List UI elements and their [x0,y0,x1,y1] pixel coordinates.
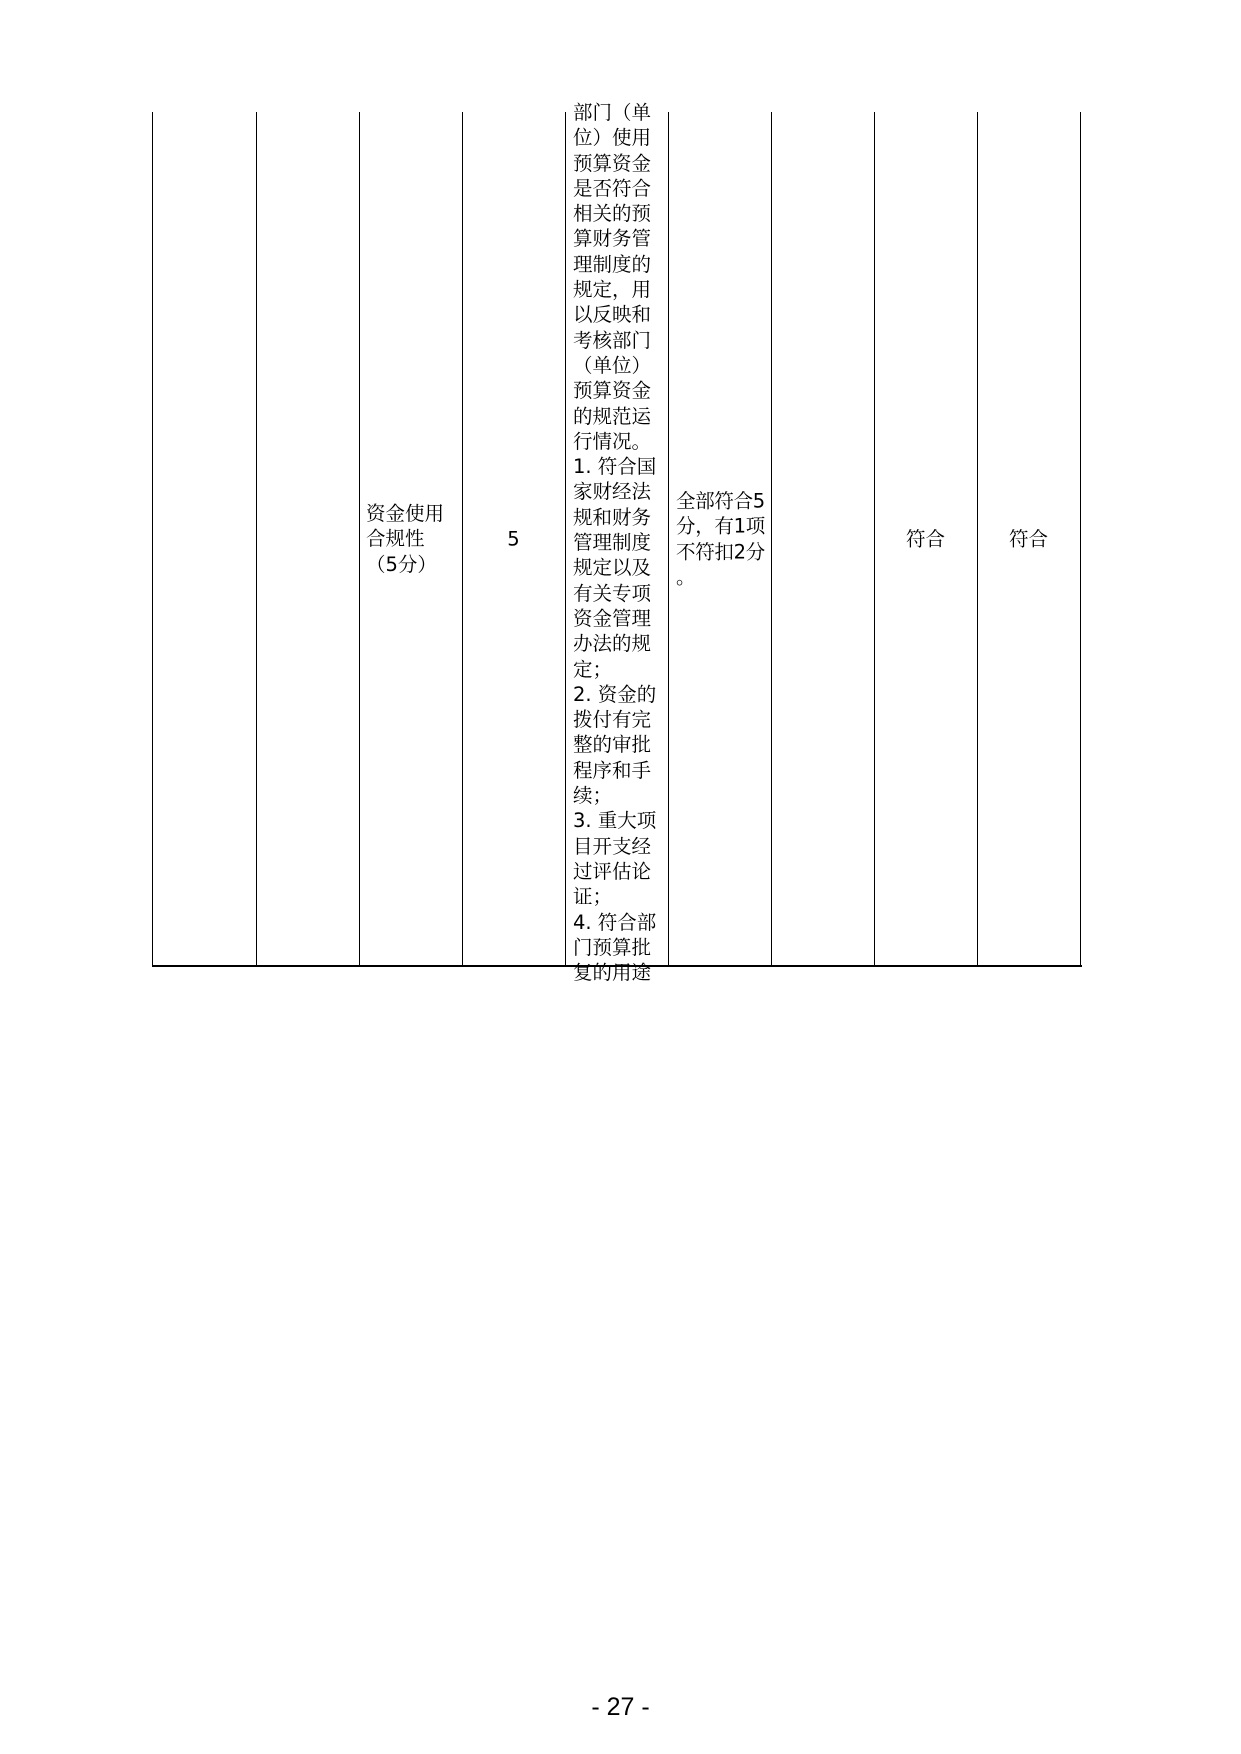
description-text: 部门（单 位）使用 预算资金 是否符合 相关的预 算财务管 理制度的 规定，用 以反映和 考核部门 （单位） 预算资金 的规范运 行情况。 1. 符合国 家财经法 规和财务 管理制度 规定以及 有关专项 资金管理 办法的规 定； 2. 资金的 拨付有完 整的审批 程序和手 续； 3. 重大项 目开支经 过评估论 证； 4. 符合部 门预算批 复的用途 [573,101,657,985]
cell-indicator [359,112,462,966]
scoring-rule-text: 全部符合5 分，有1项 不符扣2分 。 [676,489,765,589]
cell-result-1 [874,112,977,966]
evaluation-table [152,101,1082,985]
page-number: - 27 - [591,1693,650,1721]
result-2-text: 符合 [1008,527,1048,551]
cell-result-2 [977,112,1080,966]
cell-primary-indicator [152,112,256,966]
cell-scoring-rule [668,112,771,966]
cell-secondary-indicator [256,112,359,966]
result-1-text: 符合 [905,527,945,551]
column-border [1080,112,1081,966]
weight-text: 5 [507,527,520,551]
cell-description [565,101,668,985]
indicator-text: 资金使用 合规性 （5分） [366,502,445,576]
cell-weight [462,112,565,966]
cell-score [771,112,874,966]
